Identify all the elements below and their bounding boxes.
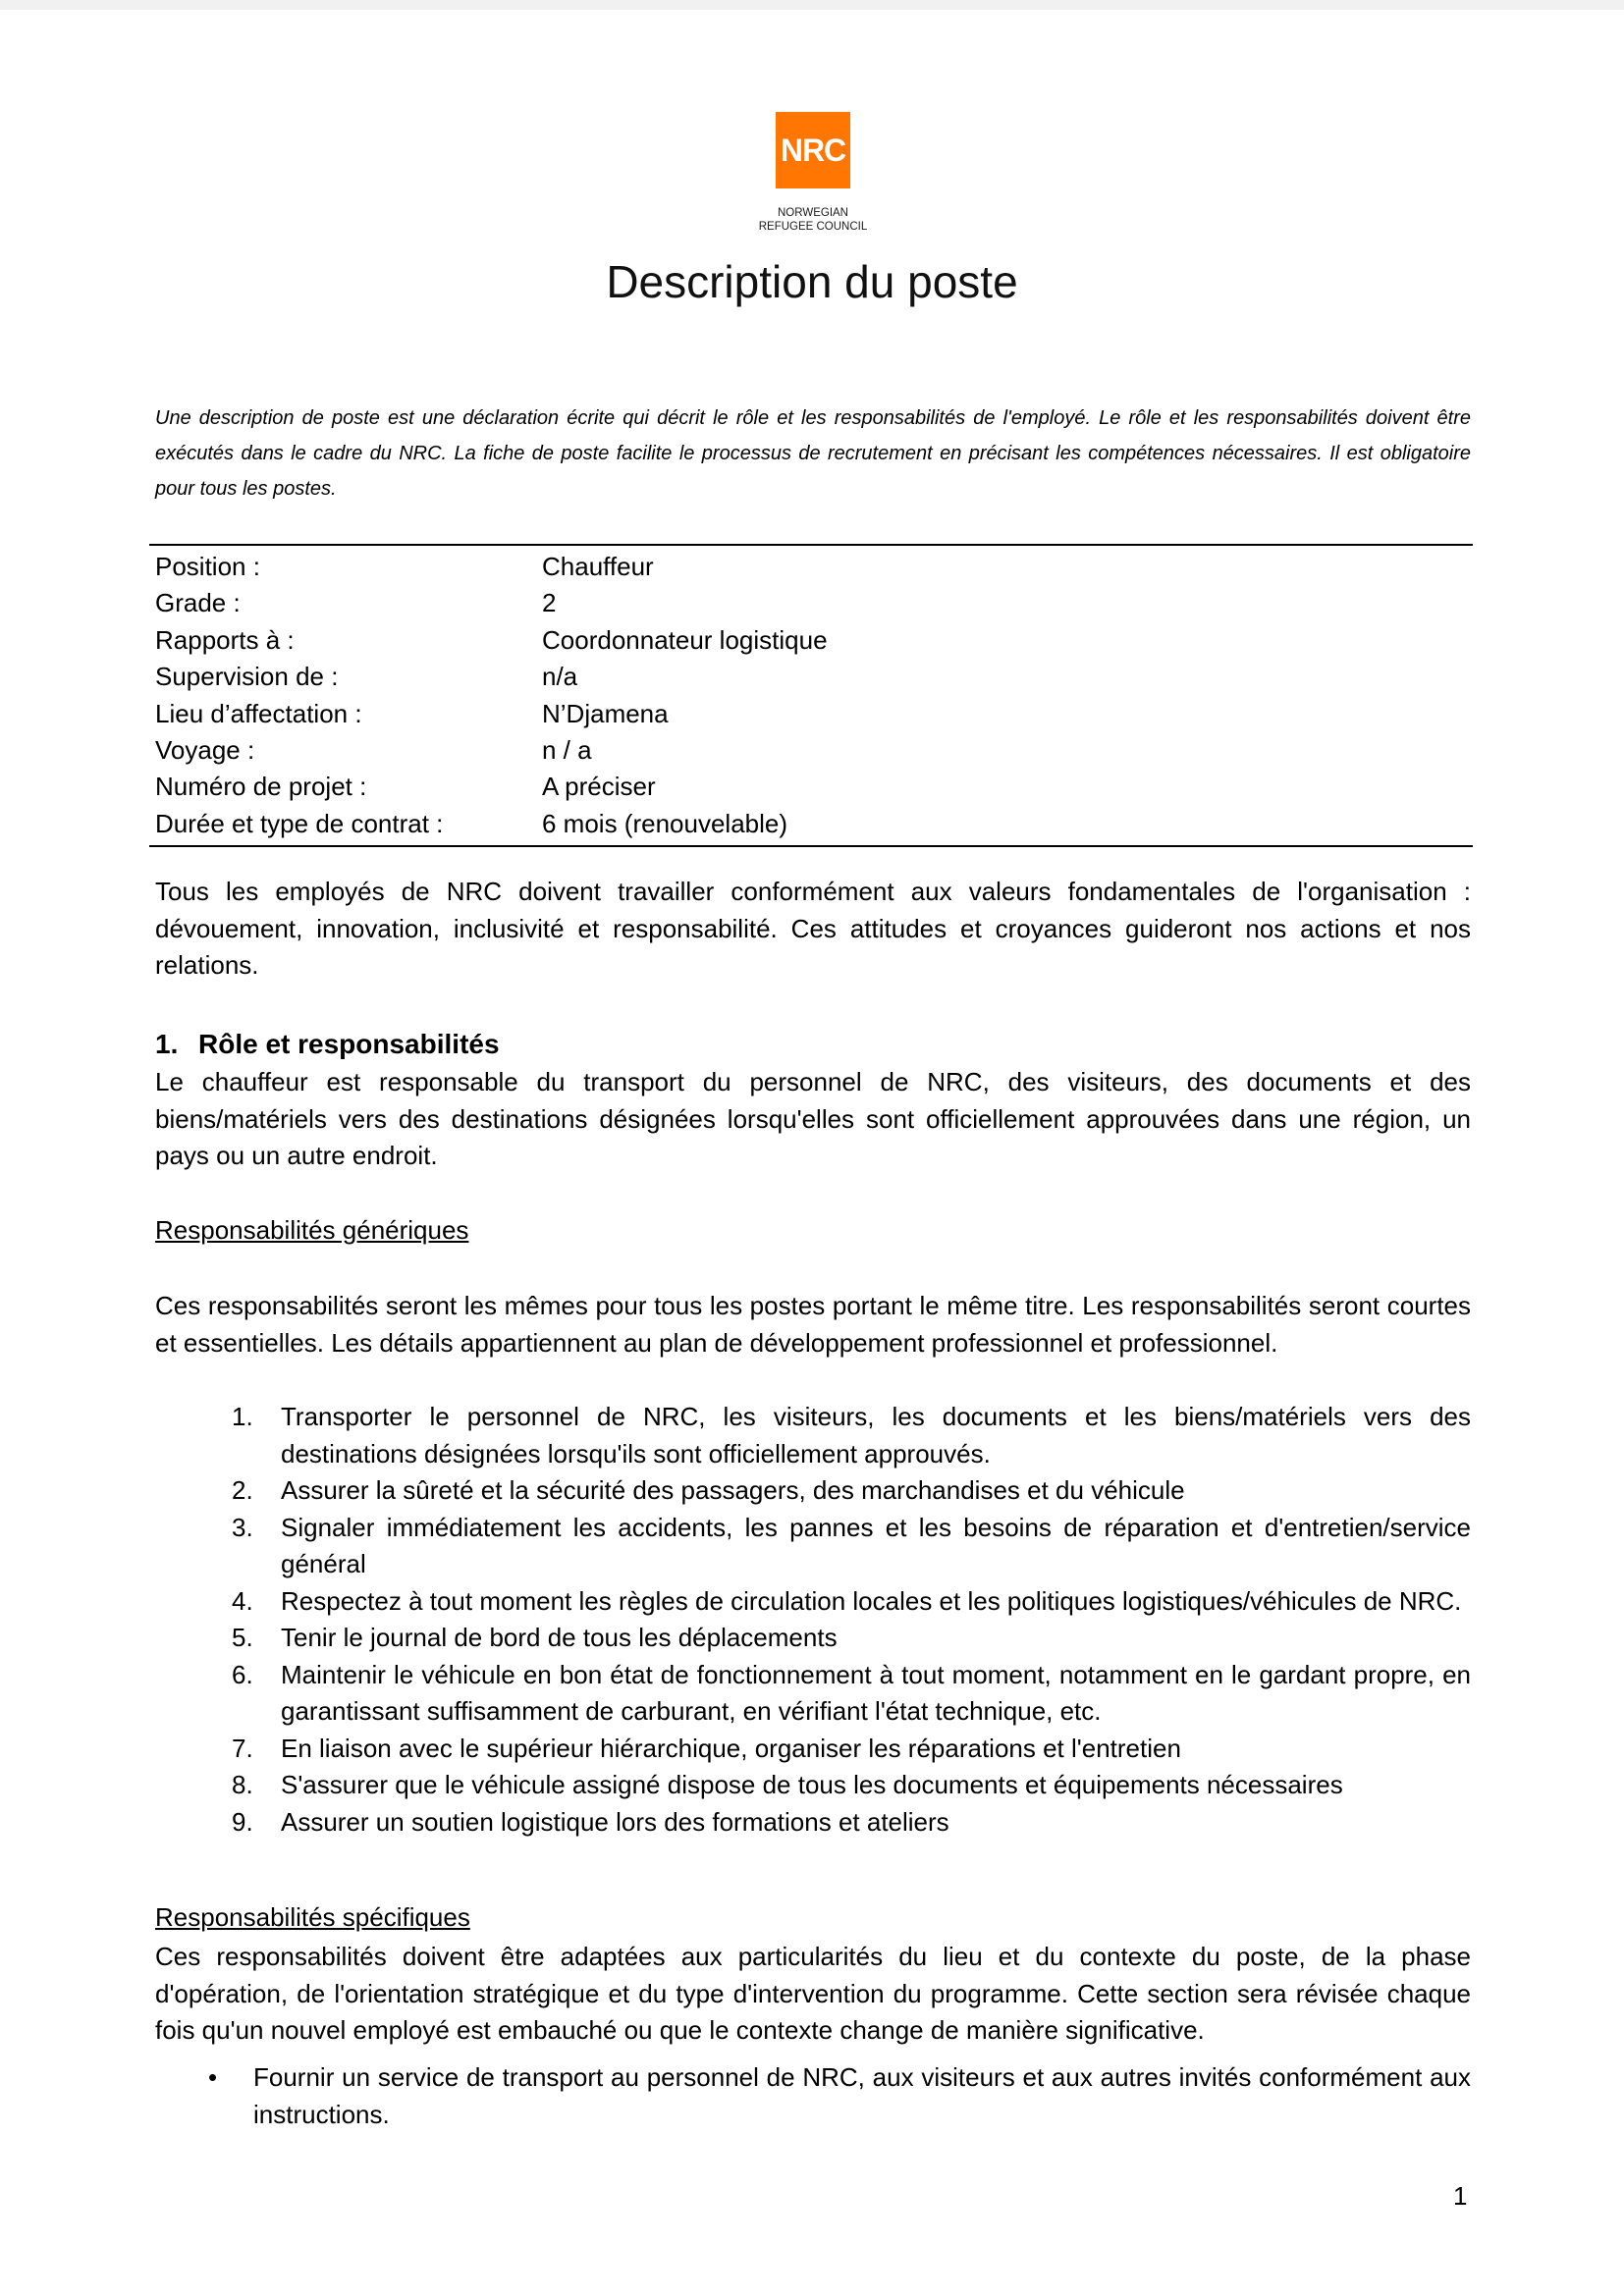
info-value: A préciser bbox=[542, 772, 656, 802]
list-text: S'assurer que le véhicule assigné dispose de tous les documents et équipements nécessaires bbox=[281, 1770, 1343, 1799]
list-text: En liaison avec le supérieur hiérarchique, organiser les réparations et l'entretien bbox=[281, 1733, 1181, 1763]
info-label: Durée et type de contrat : bbox=[155, 808, 444, 838]
list-item bbox=[224, 1472, 1471, 1510]
list-number: 7. bbox=[232, 1733, 253, 1763]
list-number: 9. bbox=[232, 1806, 253, 1837]
specific-responsibilities-list bbox=[206, 2059, 1471, 2133]
document-page bbox=[0, 10, 1624, 2296]
list-item bbox=[224, 1731, 1471, 1768]
list-number: 3. bbox=[232, 1512, 253, 1542]
info-label: Numéro de projet : bbox=[155, 772, 367, 802]
list-number: 1. bbox=[232, 1402, 253, 1431]
bullet-item bbox=[206, 2059, 1471, 2133]
list-text: Respectez à tout moment les règles de circulation locales et les politiques logistiques/véhicules de NRC. bbox=[281, 1585, 1462, 1616]
list-text: Tenir le journal de bord de tous les déplacements bbox=[281, 1623, 838, 1652]
page-title: Description du poste bbox=[606, 256, 1018, 307]
list-text: Transporter le personnel de NRC, les visiteurs, les documents et les biens/matériels vers des destinations désignées lorsqu'ils sont officiellement approuvés. bbox=[281, 1402, 1471, 1468]
info-value: n / a bbox=[542, 734, 592, 765]
bullet-icon: • bbox=[208, 2062, 218, 2092]
list-item bbox=[224, 1510, 1471, 1583]
info-row bbox=[149, 731, 1473, 768]
info-row bbox=[149, 805, 1473, 841]
intro-paragraph: Une description de poste est une déclaration écrite qui décrit le rôle et les responsabilités de l'employé. Le rôle et les responsabilités doivent être exécutés dans le cadre du NRC. La fiche de poste facilite le processus de recrutement en précisant les compétences nécessaires. Il est obligatoire pour tous les postes. bbox=[155, 407, 1471, 500]
role-paragraph: Le chauffeur est responsable du transport du personnel de NRC, des visiteurs, des documents et des biens/matériels vers des destinations désignées lorsqu'elles sont officiellement approuvées dans une région, un pays ou un autre endroit. bbox=[155, 1067, 1471, 1170]
info-label: Grade : bbox=[155, 588, 241, 618]
list-number: 8. bbox=[232, 1770, 253, 1799]
list-item bbox=[224, 1399, 1471, 1472]
section-number: 1. bbox=[155, 1029, 179, 1059]
values-paragraph: Tous les employés de NRC doivent travailler conformément aux valeurs fondamentales de l'organisation : dévouement, innovation, inclusivité et responsabilité. Ces attitudes et croyances guideront nos actions et nos relations. bbox=[155, 877, 1471, 980]
generic-responsibilities-paragraph: Ces responsabilités seront les mêmes pour tous les postes portant le même titre. Les responsabilités seront courtes et essentielles. Les détails appartiennent au plan de développement professionnel et professionnel. bbox=[155, 1291, 1471, 1358]
info-label: Supervision de : bbox=[155, 662, 339, 692]
logo-line-2: REFUGEE COUNCIL bbox=[758, 221, 868, 233]
generic-responsibilities-list bbox=[224, 1399, 1471, 1841]
info-row bbox=[149, 695, 1473, 731]
section-heading-role bbox=[155, 1029, 500, 1060]
info-row bbox=[149, 621, 1473, 658]
job-info-table bbox=[149, 544, 1473, 847]
info-row bbox=[149, 584, 1473, 620]
section-title: Rôle et responsabilités bbox=[198, 1029, 500, 1059]
info-label: Position : bbox=[155, 552, 260, 581]
list-item bbox=[224, 1767, 1471, 1804]
info-row bbox=[149, 548, 1473, 584]
specific-responsibilities-paragraph: Ces responsabilités doivent être adaptées aux particularités du lieu et du contexte du poste, de la phase d'opération, de l'orientation stratégique et du type d'intervention du programme. Cette section sera révisée chaque fois qu'un nouvel employé est embauché ou que le contexte change de manière significative. bbox=[155, 1942, 1471, 2045]
list-item bbox=[224, 1620, 1471, 1657]
info-label: Rapports à : bbox=[155, 624, 295, 655]
list-number: 2. bbox=[232, 1475, 253, 1505]
list-item bbox=[224, 1657, 1471, 1731]
list-item bbox=[224, 1583, 1471, 1621]
viewer-top-strip bbox=[0, 0, 1624, 10]
info-value: n/a bbox=[542, 662, 578, 692]
generic-responsibilities-heading: Responsabilités génériques bbox=[155, 1215, 469, 1245]
nrc-logo-mark: NRC bbox=[776, 112, 850, 188]
list-item bbox=[224, 1804, 1471, 1842]
info-row bbox=[149, 768, 1473, 804]
info-row bbox=[149, 658, 1473, 694]
info-value: Coordonnateur logistique bbox=[542, 624, 828, 655]
logo-line-1: NORWEGIAN bbox=[778, 207, 848, 219]
info-value: 6 mois (renouvelable) bbox=[542, 808, 788, 838]
list-number: 4. bbox=[232, 1585, 253, 1616]
specific-responsibilities-heading: Responsabilités spécifiques bbox=[155, 1902, 470, 1932]
info-value: N’Djamena bbox=[542, 698, 669, 728]
nrc-logo-text bbox=[736, 206, 890, 234]
info-label: Voyage : bbox=[155, 734, 255, 765]
list-number: 6. bbox=[232, 1659, 253, 1689]
info-value: Chauffeur bbox=[542, 552, 654, 581]
page-number: 1 bbox=[1453, 2181, 1468, 2211]
nrc-logo bbox=[758, 112, 868, 233]
list-number: 5. bbox=[232, 1623, 253, 1652]
list-text: Maintenir le véhicule en bon état de fonctionnement à tout moment, notamment en le gardant propre, en garantissant suffisamment de carburant, en vérifiant l'état technique, etc. bbox=[281, 1659, 1471, 1726]
bullet-text: Fournir un service de transport au personnel de NRC, aux visiteurs et aux autres invités conformément aux instructions. bbox=[253, 2062, 1471, 2129]
list-text: Assurer un soutien logistique lors des formations et ateliers bbox=[281, 1806, 949, 1837]
list-text: Assurer la sûreté et la sécurité des passagers, des marchandises et du véhicule bbox=[281, 1475, 1185, 1505]
info-label: Lieu d’affectation : bbox=[155, 698, 362, 728]
info-value: 2 bbox=[542, 588, 557, 618]
list-text: Signaler immédiatement les accidents, les pannes et les besoins de réparation et d'entretien/service général bbox=[281, 1512, 1471, 1578]
